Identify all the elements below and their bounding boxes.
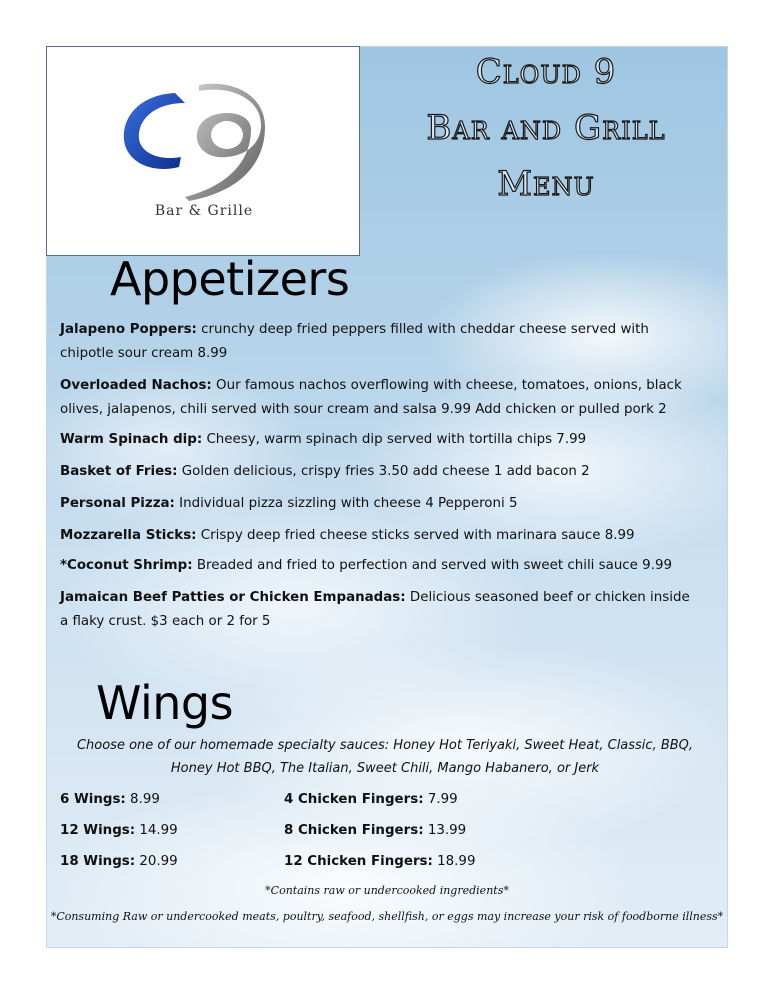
menu-page [46, 46, 728, 948]
wings-heading: Wings [96, 676, 234, 730]
raw-ingredients-notice: *Contains raw or undercooked ingredients* [265, 884, 509, 897]
cloud9-logo-icon [115, 73, 295, 203]
foodborne-illness-notice: *Consuming Raw or undercooked meats, poultry, seafood, shellfish, or eggs may increase your risk of foodborne illness* [50, 910, 724, 923]
logo [46, 46, 360, 256]
appetizer-item: Jalapeno Poppers: crunchy deep fried peppers filled with cheddar cheese served with chipotle sour cream 8.99 [60, 322, 649, 361]
appetizer-item: Basket of Fries: Golden delicious, crispy fries 3.50 add cheese 1 add bacon 2 [60, 464, 590, 479]
chicken-fingers-price-item: 12 Chicken Fingers: 18.99 [284, 854, 476, 869]
wings-price-item: 6 Wings: 8.99 [60, 792, 160, 807]
title-bar-and-grill: Bar and Grill [426, 108, 666, 148]
chicken-fingers-price-item: 4 Chicken Fingers: 7.99 [284, 792, 458, 807]
appetizer-item: Mozzarella Sticks: Crispy deep fried cheese sticks served with marinara sauce 8.99 [60, 528, 635, 543]
chicken-fingers-price-item: 8 Chicken Fingers: 13.99 [284, 823, 467, 838]
appetizer-item: Overloaded Nachos: Our famous nachos overflowing with cheese, tomatoes, onions, black olives, jalapenos, chili served with sour cream and salsa 9.99 Add chicken or pulled pork 2 [60, 378, 682, 417]
wings-price-item: 12 Wings: 14.99 [60, 823, 178, 838]
logo-tagline: Bar & Grille [154, 203, 254, 219]
appetizer-item: Jamaican Beef Patties or Chicken Empanadas: Delicious seasoned beef or chicken inside a flaky crust. $3 each or 2 for 5 [60, 590, 690, 629]
title-cloud9: Cloud 9 [475, 52, 617, 92]
appetizers-heading: Appetizers [110, 252, 350, 306]
appetizer-item: Personal Pizza: Individual pizza sizzling with cheese 4 Pepperoni 5 [60, 496, 518, 511]
wings-price-item: 18 Wings: 20.99 [60, 854, 178, 869]
appetizer-item: *Coconut Shrimp: Breaded and fried to perfection and served with sweet chili sauce 9.99 [60, 558, 672, 573]
appetizer-item: Warm Spinach dip: Cheesy, warm spinach dip served with tortilla chips 7.99 [60, 432, 587, 447]
title-menu: Menu [497, 164, 595, 204]
wings-sauce-intro: Choose one of our homemade specialty sauces: Honey Hot Teriyaki, Sweet Heat, Classic, BBQ, Honey Hot BBQ, The Italian, Sweet Chili, Mango Habanero, or Jerk [76, 738, 694, 776]
